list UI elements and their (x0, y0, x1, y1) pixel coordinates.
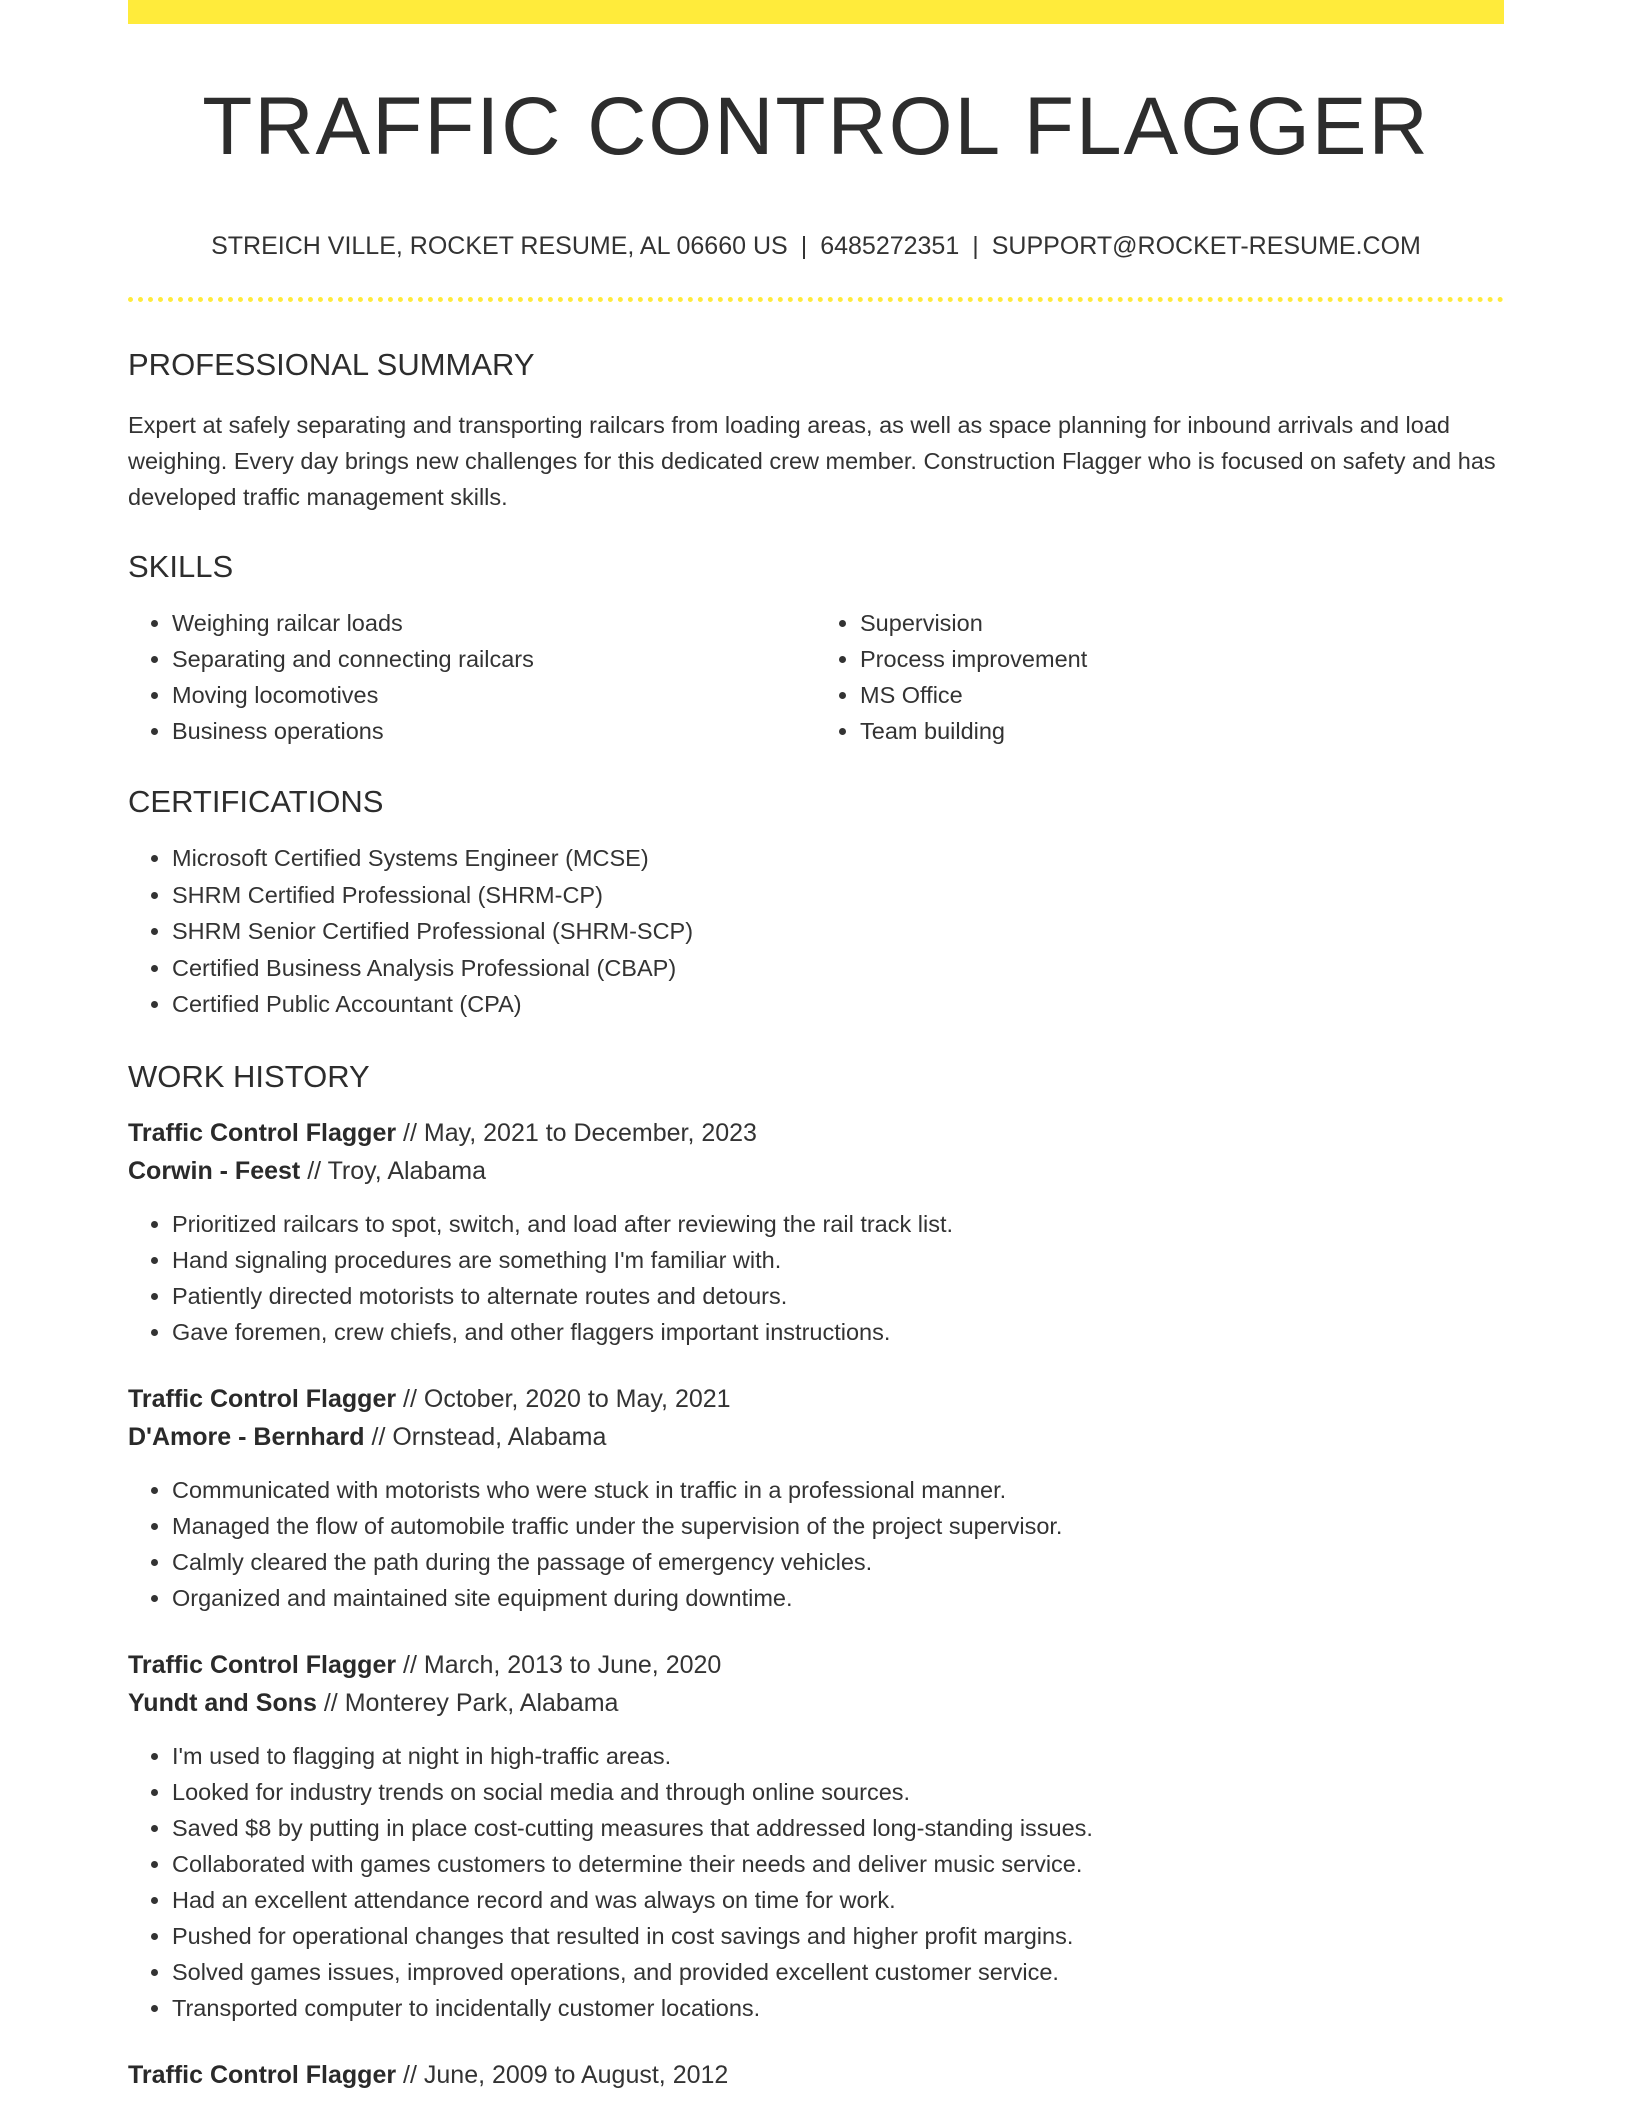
job-bullet: • Prioritized railcars to spot, switch, and load after reviewing the rail track list. (172, 1206, 1504, 1242)
job-bullet: • I'm used to flagging at night in high-traffic areas. (172, 1738, 1504, 1774)
contact-separator: | (972, 232, 979, 260)
job-company-line (128, 1418, 1504, 1456)
certification-item: • Certified Public Accountant (CPA) (172, 986, 1504, 1023)
job-role-line (128, 1380, 1504, 1418)
skill-item: • Team building (860, 713, 1504, 749)
job-dates: // June, 2009 to August, 2012 (403, 2060, 729, 2089)
job-bullets (128, 1206, 1504, 1350)
job-bullet: • Patiently directed motorists to alternate routes and detours. (172, 1278, 1504, 1314)
job-role-line (128, 1646, 1504, 1684)
job-bullet: • Transported computer to incidentally customer locations. (172, 1990, 1504, 2026)
contact-email: SUPPORT@ROCKET-RESUME.COM (991, 232, 1421, 260)
job-bullets (128, 1472, 1504, 1616)
job-entry (128, 1380, 1504, 1616)
accent-top-bar (128, 0, 1504, 24)
job-bullets (128, 1738, 1504, 2026)
skill-item: • Separating and connecting railcars (172, 641, 816, 677)
skills-heading: SKILLS (128, 549, 234, 584)
job-dates: // March, 2013 to June, 2020 (403, 1650, 722, 1679)
contact-line (128, 234, 1504, 259)
job-bullet: • Gave foremen, crew chiefs, and other flaggers important instructions. (172, 1314, 1504, 1350)
job-company: D'Amore - Bernhard (128, 1422, 365, 1451)
job-role: Traffic Control Flagger (128, 2060, 397, 2089)
job-location: // Ornstead, Alabama (371, 1422, 607, 1451)
job-bullet: • Pushed for operational changes that resulted in cost savings and higher profit margins. (172, 1918, 1504, 1954)
job-bullet: • Hand signaling procedures are something I'm familiar with. (172, 1242, 1504, 1278)
job-company: Corwin - Feest (128, 1156, 301, 1185)
skill-item: • Business operations (172, 713, 816, 749)
job-bullet: • Communicated with motorists who were stuck in traffic in a professional manner. (172, 1472, 1504, 1508)
certification-item: • SHRM Certified Professional (SHRM-CP) (172, 877, 1504, 914)
job-location: // Troy, Alabama (307, 1156, 486, 1185)
contact-phone: 6485272351 (820, 232, 960, 260)
skills-list-left (128, 605, 816, 749)
summary-text: Expert at safely separating and transporting railcars from loading areas, as well as space planning for inbound arrivals and load weighing. Every day brings new challenges for this dedicated crew member. Construction Flagger who is focused on safety and has developed traffic management skills. (128, 412, 1496, 510)
job-entry (128, 1646, 1504, 2026)
skill-item: • Moving locomotives (172, 677, 816, 713)
job-bullet: • Saved $8 by putting in place cost-cutting measures that addressed long-standing issues. (172, 1810, 1504, 1846)
summary-heading: PROFESSIONAL SUMMARY (128, 347, 535, 382)
job-company: Yundt and Sons (128, 1688, 317, 1717)
skill-item: • Supervision (860, 605, 1504, 641)
job-company-line (128, 1152, 1504, 1190)
job-bullet: • Looked for industry trends on social media and through online sources. (172, 1774, 1504, 1810)
job-bullet: • Calmly cleared the path during the passage of emergency vehicles. (172, 1544, 1504, 1580)
header-divider (128, 297, 1504, 302)
certification-item: • Certified Business Analysis Professional (CBAP) (172, 950, 1504, 987)
job-role-line (128, 1114, 1504, 1152)
job-company-line (128, 1684, 1504, 1722)
job-entry (128, 2056, 1504, 2094)
certifications-heading: CERTIFICATIONS (128, 784, 384, 819)
certification-item: • SHRM Senior Certified Professional (SHRM-SCP) (172, 913, 1504, 950)
contact-address: STREICH VILLE, ROCKET RESUME, AL 06660 US (211, 232, 788, 260)
job-entry (128, 1114, 1504, 1350)
resume-page (128, 0, 1504, 2094)
skills-columns (128, 605, 1504, 749)
job-location: // Monterey Park, Alabama (323, 1688, 619, 1717)
skill-item: • MS Office (860, 677, 1504, 713)
job-bullet: • Solved games issues, improved operations, and provided excellent customer service. (172, 1954, 1504, 1990)
certifications-list (128, 840, 1504, 1023)
job-bullet: • Collaborated with games customers to determine their needs and deliver music service. (172, 1846, 1504, 1882)
job-bullet: • Organized and maintained site equipment during downtime. (172, 1580, 1504, 1616)
work-history-heading: WORK HISTORY (128, 1058, 370, 1094)
job-dates: // October, 2020 to May, 2021 (403, 1384, 731, 1413)
job-role: Traffic Control Flagger (128, 1384, 397, 1413)
candidate-title: TRAFFIC CONTROL FLAGGER (202, 81, 1430, 172)
contact-separator: | (800, 232, 808, 260)
skills-list-right (816, 605, 1504, 749)
job-role-line (128, 2056, 1504, 2094)
skill-item: • Process improvement (860, 641, 1504, 677)
job-dates: // May, 2021 to December, 2023 (403, 1118, 757, 1147)
job-bullet: • Had an excellent attendance record and was always on time for work. (172, 1882, 1504, 1918)
certification-item: • Microsoft Certified Systems Engineer (MCSE) (172, 840, 1504, 877)
job-role: Traffic Control Flagger (128, 1650, 397, 1679)
skill-item: • Weighing railcar loads (172, 605, 816, 641)
job-role: Traffic Control Flagger (128, 1118, 397, 1147)
job-bullet: • Managed the flow of automobile traffic under the supervision of the project supervisor. (172, 1508, 1504, 1544)
